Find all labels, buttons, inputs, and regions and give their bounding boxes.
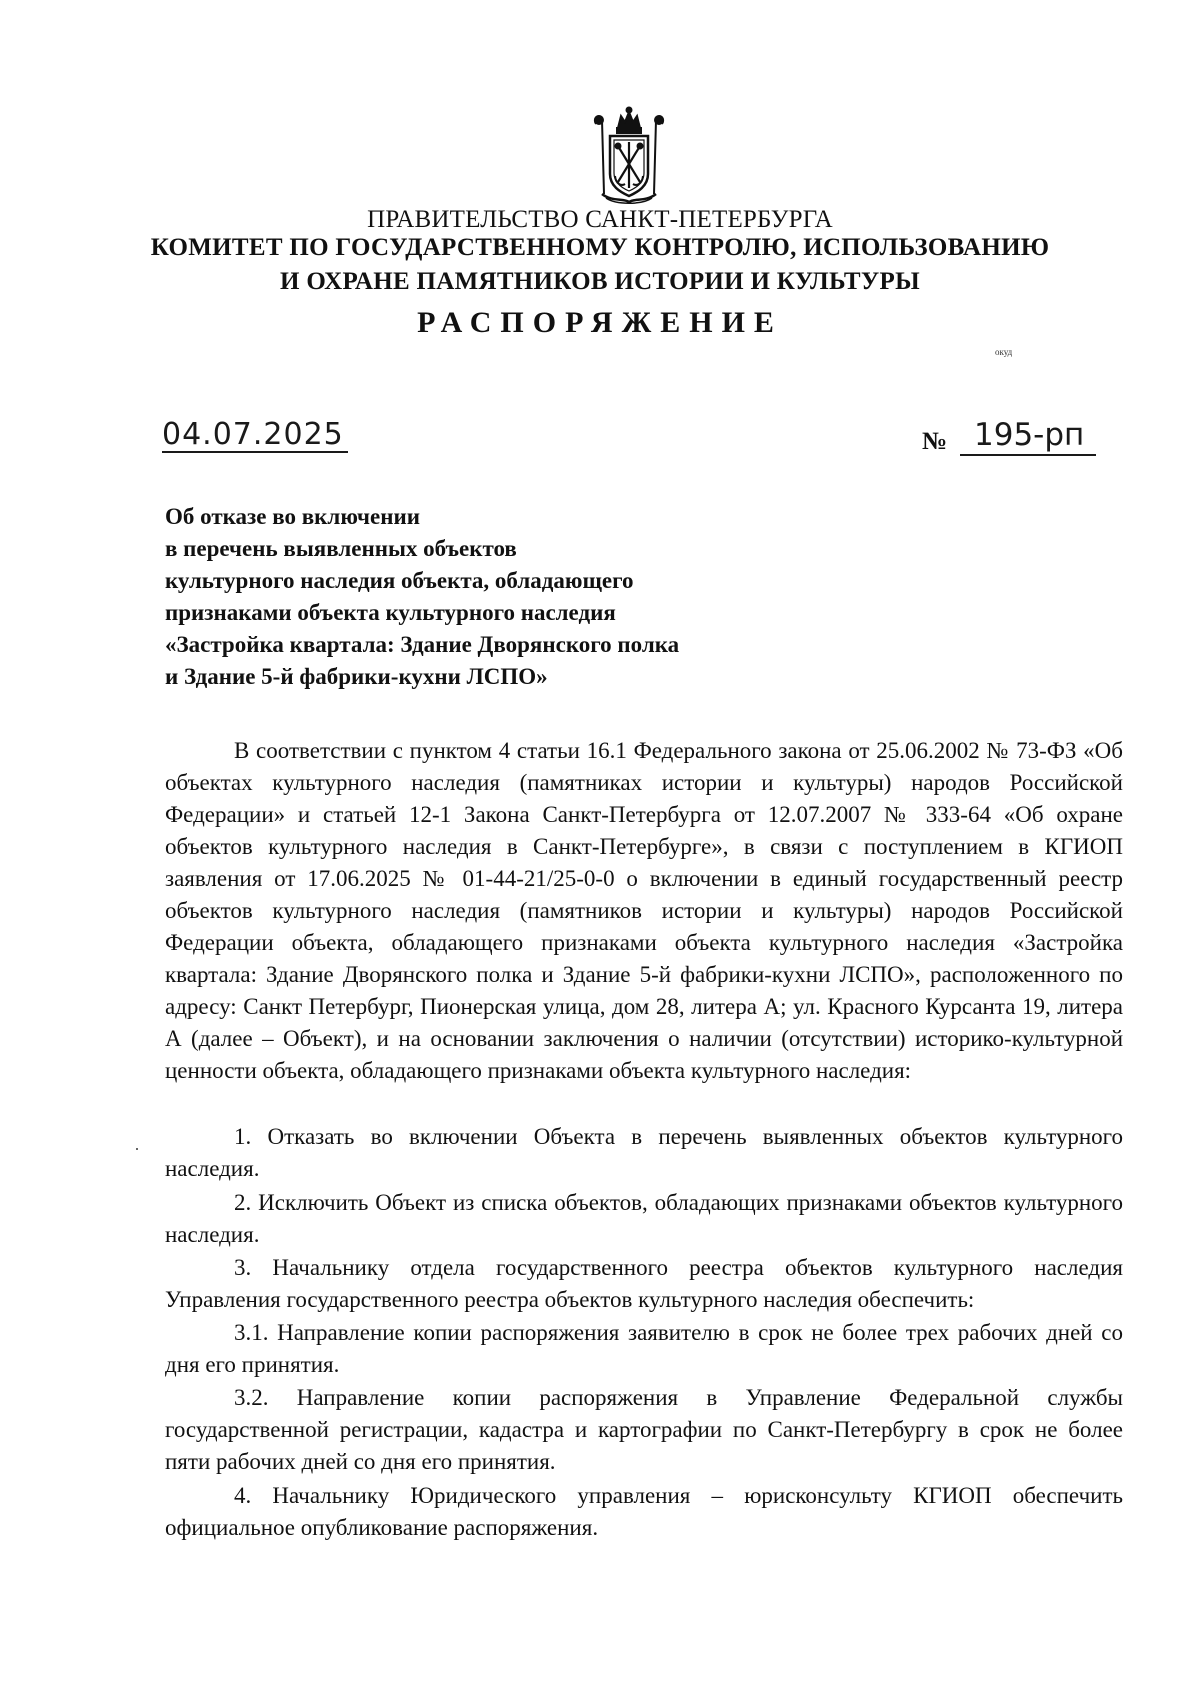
committee-name-line-2: И ОХРАНЕ ПАМЯТНИКОВ ИСТОРИИ И КУЛЬТУРЫ — [280, 268, 920, 295]
scan-speck — [136, 1148, 138, 1150]
item-1-paragraph: 1. Отказать во включении Объекта в перечень выявленных объектов культурного наследия. — [165, 1124, 1123, 1181]
government-name: ПРАВИТЕЛЬСТВО САНКТ-ПЕТЕРБУРГА — [367, 206, 833, 233]
item-2-paragraph: 2. Исключить Объект из списка объектов, обладающих признаками объектов культурного наследия. — [165, 1190, 1123, 1247]
coat-of-arms-icon — [588, 106, 670, 206]
item-3-paragraph: 3. Начальнику отдела государственного реестра объектов культурного наследия Управления государственного реестра объектов культурного наследия обеспечить: — [165, 1255, 1123, 1312]
title-line: признаками объекта культурного наследия — [165, 600, 616, 625]
title-line: «Застройка квартала: Здание Дворянского полка — [165, 632, 680, 657]
document-number: 195-рп — [960, 420, 1096, 456]
document-title — [165, 501, 679, 693]
item-3-2-paragraph: 3.2. Направление копии распоряжения в Управление Федеральной службы государственной регистрации, кадастра и картографии по Санкт-Петербургу в срок не более пяти рабочих дней со дня его принятия. — [165, 1385, 1123, 1474]
committee-name-line-1: КОМИТЕТ ПО ГОСУДАРСТВЕННОМУ КОНТРОЛЮ, ИСПОЛЬЗОВАНИЮ — [150, 234, 1050, 261]
number-sign: № — [922, 428, 948, 455]
okud-label: окуд — [995, 347, 1013, 357]
item-3-1-paragraph: 3.1. Направление копии распоряжения заявителю в срок не более трех рабочих дней со дня его принятия. — [165, 1320, 1123, 1377]
item-4-paragraph: 4. Начальнику Юридического управления – юрисконсульту КГИОП обеспечить официальное опубликование распоряжения. — [165, 1483, 1123, 1540]
title-line: культурного наследия объекта, обладающего — [165, 568, 634, 593]
document-date: 04.07.2025 — [162, 420, 348, 453]
title-line: и Здание 5-й фабрики-кухни ЛСПО» — [165, 664, 548, 689]
document-type: РАСПОРЯЖЕНИЕ — [417, 306, 783, 339]
title-line: Об отказе во включении — [165, 504, 420, 529]
preamble-paragraph: В соответствии с пунктом 4 статьи 16.1 Федерального закона от 25.06.2002 № 73-ФЗ «Об объектах культурного наследия (памятниках истории и культуры) народов Российской Федерации» и статьей 12-1 Закона Санкт-Петербурга от 12.07.2007 № 333-64 «Об охране объектов культурного наследия в Санкт-Петербурге», в связи с поступлением в КГИОП заявления от 17.06.2025 № 01-44-21/25-0-0 о включении в единый государственный реестр объектов культурного наследия (памятников истории и культуры) народов Российской Федерации объекта, обладающего признаками объекта культурного наследия «Застройка квартала: Здание Дворянского полка и Здание 5-й фабрики-кухни ЛСПО», расположенного по адресу: Санкт Петербург, Пионерская улица, дом 28, литера А; ул. Красного Курсанта 19, литера А (далее – Объект), и на основании заключения о наличии (отсутствии) историко-культурной ценности объекта, обладающего признаками объекта культурного наследия: — [165, 738, 1123, 1083]
title-line: в перечень выявленных объектов — [165, 536, 517, 561]
